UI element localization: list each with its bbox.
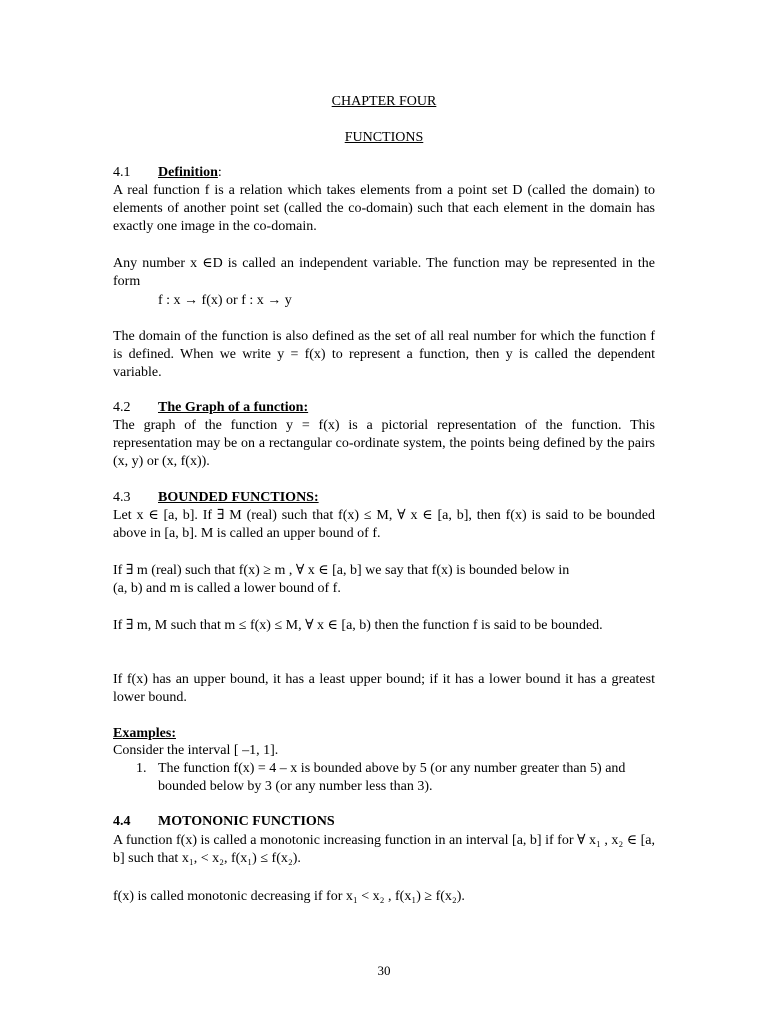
section-4-1-heading — [113, 164, 655, 182]
graph-paragraph: The graph of the function y = f(x) is a pictorial representation of the function. This representation may be on a rectangular co-ordinate system, the points being defined by the pairs (x, y) or (x, f(x)). — [113, 418, 655, 469]
chapter-title: FUNCTIONS — [344, 130, 424, 145]
section-number: 4.2 — [113, 400, 131, 415]
page-number: 30 — [377, 963, 391, 978]
bounded-below-line-2: (a, b) and m is called a lower bound of f. — [113, 581, 341, 596]
section-title: The Graph of a function: — [158, 400, 309, 415]
examples-intro: Consider the interval [ –1, 1]. — [113, 743, 279, 758]
monotonic-decreasing-paragraph: f(x) is called monotonic decreasing if for x₁ < x₂ , f(x₁) ≥ f(x₂). — [113, 889, 465, 904]
independent-variable-paragraph: Any number x ∈D is called an independent variable. The function may be represented in the form — [113, 256, 655, 289]
section-title: Definition — [158, 165, 218, 180]
bounded-below-line-1: If ∃ m (real) such that f(x) ≥ m , ∀ x ∈ [a, b] we say that f(x) is bounded below in — [113, 563, 570, 578]
list-item-number: 1. — [136, 761, 147, 776]
definition-paragraph: A real function f is a relation which takes elements from a point set D (called the domain) to elements of another point set (called the co-domain) such that each element in the domain has exactly one image in the co-domain. — [113, 183, 655, 234]
section-4-3-heading — [113, 489, 655, 507]
heading-colon: : — [217, 165, 222, 180]
section-number: 4.4 — [113, 814, 131, 829]
list-item-text: The function f(x) = 4 – x is bounded above by 5 (or any number greater than 5) and bounded below by 3 (or any number less than 3). — [158, 761, 626, 794]
section-4-2-heading — [113, 399, 655, 417]
section-title: MOTONONIC FUNCTIONS — [158, 814, 335, 829]
section-title: BOUNDED FUNCTIONS: — [158, 490, 319, 505]
domain-paragraph: The domain of the function is also defined as the set of all real number for which the function f is defined. When we write y = f(x) to represent a function, then y is called the dependent variable. — [113, 329, 655, 380]
section-number: 4.1 — [113, 165, 131, 180]
least-upper-bound-paragraph: If f(x) has an upper bound, it has a least upper bound; if it has a lower bound it has a greatest lower bound. — [113, 672, 655, 705]
bounded-above-paragraph: Let x ∈ [a, b]. If ∃ M (real) such that f(x) ≤ M, ∀ x ∈ [a, b], then f(x) is said to be bounded above in [a, b]. M is called an upper bound of f. — [113, 508, 655, 541]
chapter-heading: CHAPTER FOUR — [331, 94, 437, 109]
examples-heading: Examples: — [113, 726, 176, 741]
function-notation-formula: f : x → f(x) or f : x → y — [158, 293, 292, 308]
section-number: 4.3 — [113, 490, 131, 505]
bounded-paragraph: If ∃ m, M such that m ≤ f(x) ≤ M, ∀ x ∈ [a, b) then the function f is said to be bounded. — [113, 618, 603, 633]
section-4-4-heading — [113, 813, 655, 831]
example-list-item — [136, 760, 655, 796]
monotonic-increasing-paragraph: A function f(x) is called a monotonic increasing function in an interval [a, b] if for ∀ x₁ , x₂ ∈ [a, b] such that x₁, < x₂, f(x₁) ≤ f(x₂). — [113, 833, 655, 866]
